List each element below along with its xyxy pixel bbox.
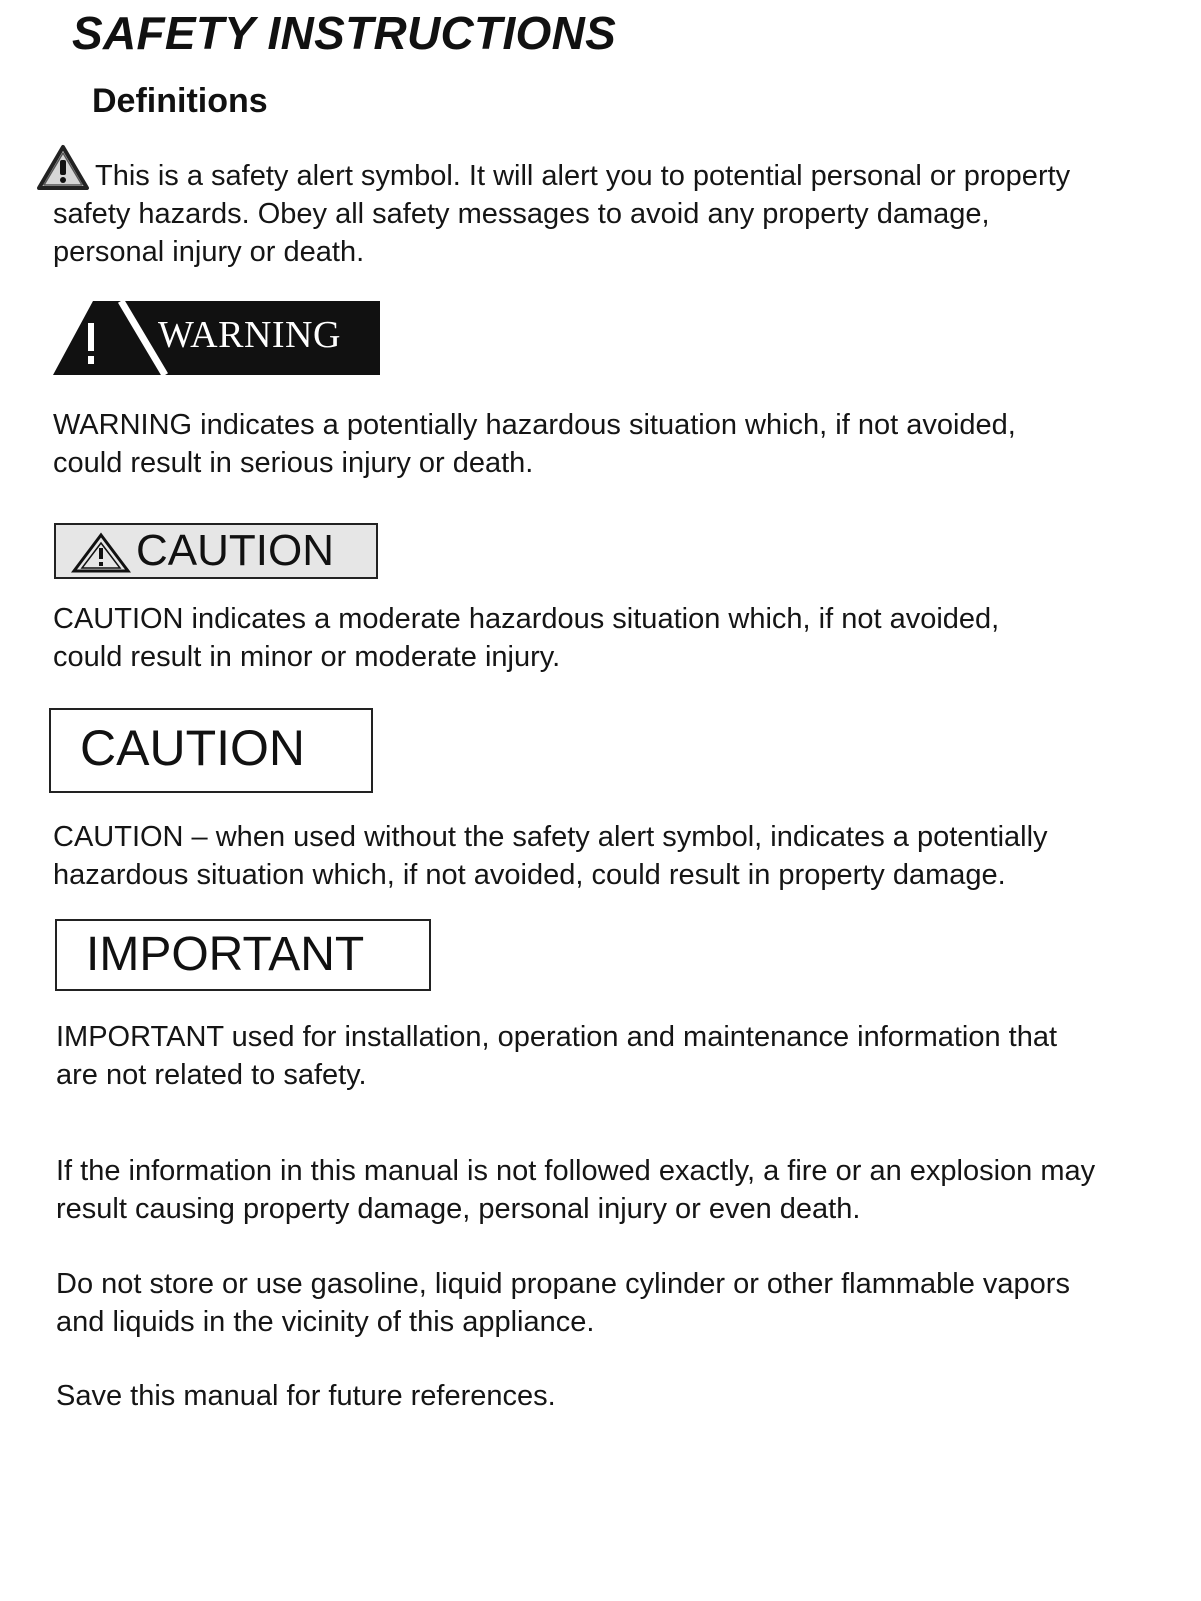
caution-symbol-description-line-2: could result in minor or moderate injury. — [53, 641, 561, 673]
important-description-line-1: IMPORTANT used for installation, operation and maintenance information that — [56, 1021, 1058, 1053]
alert-paragraph-line-2: safety hazards. Obey all safety messages to avoid any property damage, — [53, 198, 990, 230]
caution-description-line-2: hazardous situation which, if not avoided, could result in property damage. — [53, 859, 1006, 891]
alert-paragraph-line-1: This is a safety alert symbol. It will alert you to potential personal or property — [95, 160, 1071, 192]
caution-label: CAUTION — [80, 720, 305, 776]
exclamation-triangle-icon — [86, 323, 96, 367]
note-flammable — [56, 1265, 1070, 1341]
section-heading: Definitions — [92, 82, 268, 120]
warning-triangle-icon — [70, 532, 132, 574]
warning-triangle-icon — [36, 144, 90, 192]
warning-description-line-2: could result in serious injury or death. — [53, 447, 534, 479]
warning-label: WARNING — [158, 314, 341, 356]
warning-description — [53, 406, 1016, 482]
caution-symbol-description-line-1: CAUTION indicates a moderate hazardous situation which, if not avoided, — [53, 603, 1000, 635]
important-description-line-2: are not related to safety. — [56, 1059, 367, 1091]
page-title: SAFETY INSTRUCTIONS — [72, 7, 617, 59]
caution-symbol-description — [53, 600, 999, 676]
important-label: IMPORTANT — [86, 928, 365, 981]
important-description — [56, 1018, 1057, 1094]
caution-description-line-1: CAUTION – when used without the safety alert symbol, indicates a potentially — [53, 821, 1048, 853]
note-flammable-line-1: Do not store or use gasoline, liquid propane cylinder or other flammable vapors — [56, 1268, 1070, 1300]
note-save-manual-line-1: Save this manual for future references. — [56, 1380, 556, 1412]
alert-paragraph-line-3: personal injury or death. — [53, 236, 365, 268]
caution-description — [53, 818, 1048, 894]
note-fire-explosion-line-2: result causing property damage, personal injury or even death. — [56, 1193, 861, 1225]
caution-symbol-label: CAUTION — [136, 526, 334, 575]
note-flammable-line-2: and liquids in the vicinity of this appliance. — [56, 1306, 595, 1338]
note-fire-explosion — [56, 1152, 1095, 1228]
note-fire-explosion-line-1: If the information in this manual is not followed exactly, a fire or an explosion may — [56, 1155, 1096, 1187]
note-save-manual — [56, 1377, 556, 1415]
warning-description-line-1: WARNING indicates a potentially hazardous situation which, if not avoided, — [53, 409, 1016, 441]
